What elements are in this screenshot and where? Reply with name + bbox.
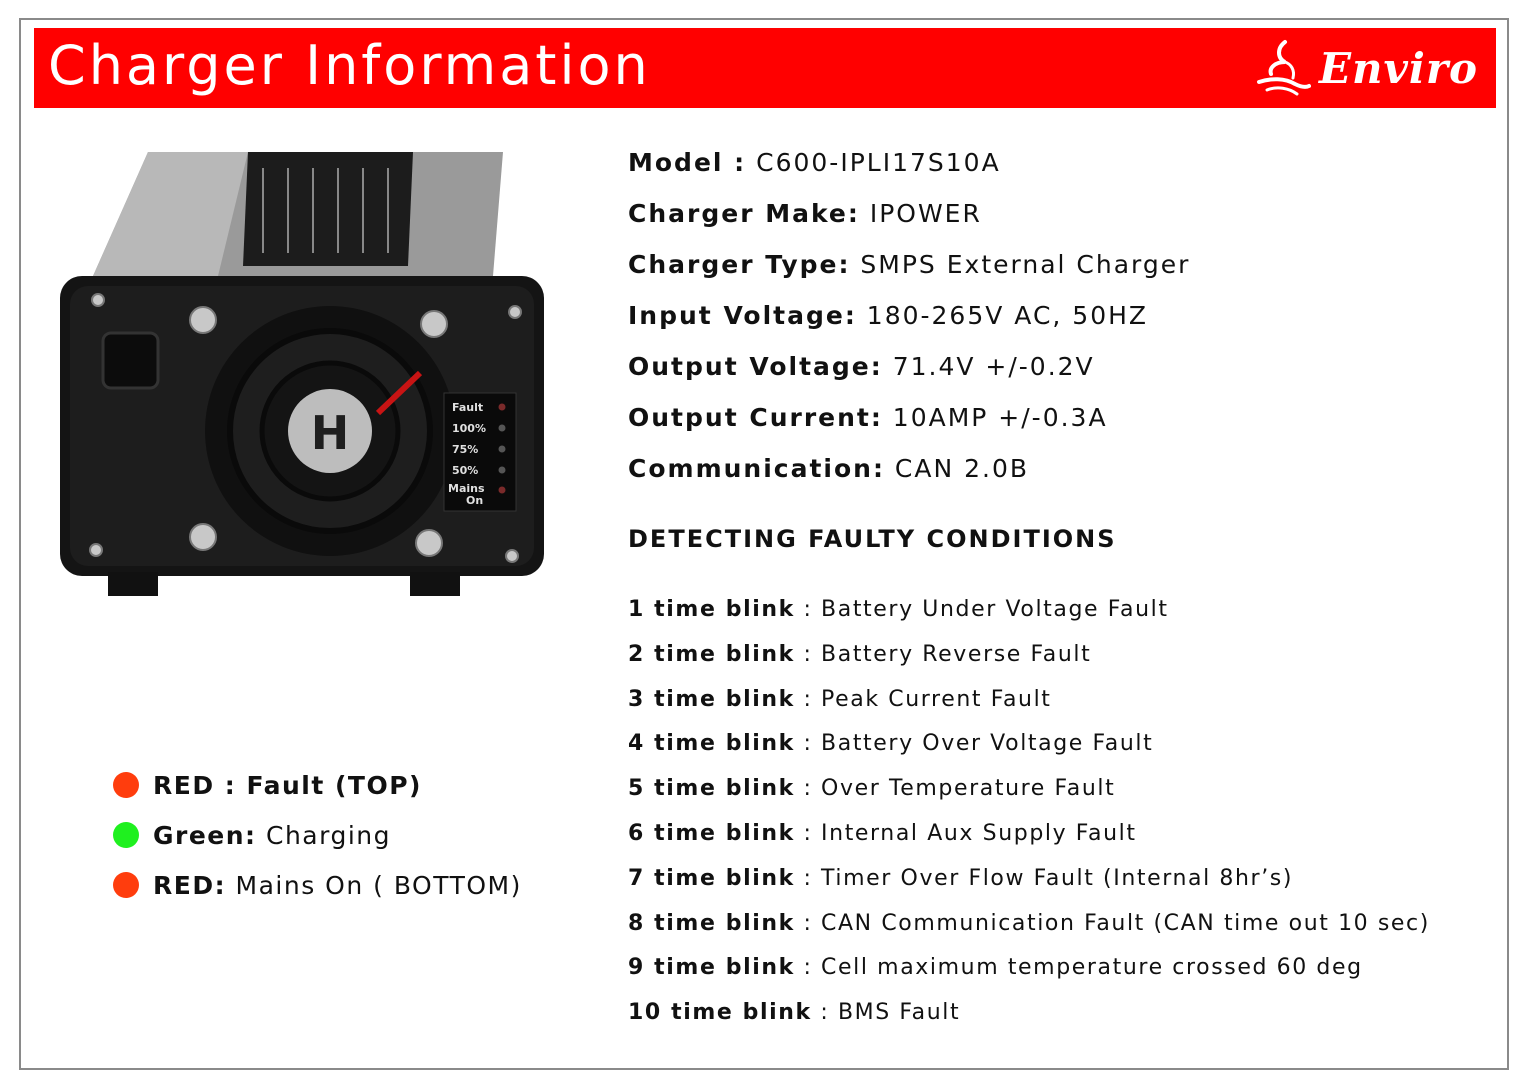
spec-value: 180-265V AC, 50HZ	[856, 301, 1149, 330]
fault-item	[628, 904, 1430, 949]
spec-label: Communication:	[628, 454, 885, 483]
fault-blink: 6 time blink	[628, 820, 795, 846]
spec-model	[628, 142, 1190, 193]
red-dot-icon	[113, 872, 139, 898]
spec-label: Output Voltage:	[628, 352, 883, 381]
fault-item	[628, 993, 1430, 1038]
spec-list	[628, 142, 1190, 499]
spec-value: 10AMP +/-0.3A	[882, 403, 1108, 432]
fault-desc: : Timer Over Flow Fault (Internal 8hr’s)	[794, 865, 1294, 891]
led-label: On	[466, 494, 484, 507]
led-label: 75%	[452, 443, 479, 456]
spec-output-voltage	[628, 346, 1190, 397]
fault-blink: 7 time blink	[628, 865, 795, 891]
spec-input-voltage	[628, 295, 1190, 346]
spec-label: Input Voltage:	[628, 301, 857, 330]
spec-value: IPOWER	[859, 199, 982, 228]
spec-value: 71.4V +/-0.2V	[882, 352, 1095, 381]
legend-item	[113, 810, 522, 860]
spec-value: C600-IPLI17S10A	[746, 148, 1001, 177]
fault-blink: 8 time blink	[628, 910, 795, 936]
svg-text:H: H	[310, 406, 350, 460]
fault-desc: : Internal Aux Supply Fault	[794, 820, 1137, 846]
fault-item	[628, 859, 1430, 904]
fault-item	[628, 769, 1430, 814]
header-banner	[34, 28, 1496, 108]
fault-blink: 3 time blink	[628, 686, 795, 712]
red-dot-icon	[113, 772, 139, 798]
fault-blink: 2 time blink	[628, 641, 795, 667]
spec-output-current	[628, 397, 1190, 448]
spec-label: Charger Type:	[628, 250, 851, 279]
fault-desc: : BMS Fault	[811, 1000, 961, 1026]
fault-item	[628, 635, 1430, 680]
spec-make	[628, 193, 1190, 244]
fault-item	[628, 590, 1430, 635]
faults-heading: DETECTING FAULTY CONDITIONS	[628, 525, 1117, 553]
green-dot-icon	[113, 822, 139, 848]
legend-item	[113, 760, 522, 810]
led-label: 100%	[452, 422, 486, 435]
spec-communication	[628, 448, 1190, 499]
legend-label: RED : Fault (TOP)	[153, 770, 422, 800]
legend-desc: Charging	[256, 820, 391, 850]
spec-value: SMPS External Charger	[850, 250, 1191, 279]
charger-photo	[48, 148, 563, 613]
brand-name: Enviro	[1318, 43, 1478, 93]
fault-item	[628, 948, 1430, 993]
fault-blink: 9 time blink	[628, 955, 795, 981]
fault-blink: 5 time blink	[628, 776, 795, 802]
led-legend	[113, 760, 522, 910]
spec-type	[628, 244, 1190, 295]
fault-blink: 1 time blink	[628, 597, 795, 622]
legend-item	[113, 860, 522, 910]
fault-desc: : Over Temperature Fault	[794, 776, 1116, 802]
fault-desc: : Battery Reverse Fault	[794, 641, 1092, 667]
spec-label: Model :	[628, 148, 747, 177]
brand-logo	[1255, 36, 1478, 100]
fault-desc: : Peak Current Fault	[794, 686, 1052, 712]
fault-item	[628, 724, 1430, 769]
fault-blink: 4 time blink	[628, 731, 795, 757]
legend-label: Green:	[153, 820, 257, 850]
legend-label: RED:	[153, 870, 227, 900]
fault-desc: : Cell maximum temperature crossed 60 deg	[794, 955, 1363, 981]
fault-blink: 10 time blink	[628, 1000, 812, 1026]
spec-value: CAN 2.0B	[884, 454, 1030, 483]
led-label: Fault	[452, 401, 484, 414]
spec-label: Charger Make:	[628, 199, 860, 228]
legend-desc: Mains On ( BOTTOM)	[226, 870, 522, 900]
bird-logo-icon	[1255, 38, 1311, 98]
led-label: Mains	[448, 482, 485, 495]
led-label: 50%	[452, 464, 479, 477]
fault-desc: : Battery Over Voltage Fault	[794, 731, 1154, 757]
page-title: Charger Information	[48, 34, 651, 97]
fault-desc: : CAN Communication Fault (CAN time out 10 sec)	[794, 910, 1430, 936]
fault-item	[628, 814, 1430, 859]
fault-item	[628, 680, 1430, 725]
spec-label: Output Current:	[628, 403, 883, 432]
fault-list	[628, 590, 1430, 1038]
fault-desc: : Battery Under Voltage Fault	[794, 597, 1169, 622]
